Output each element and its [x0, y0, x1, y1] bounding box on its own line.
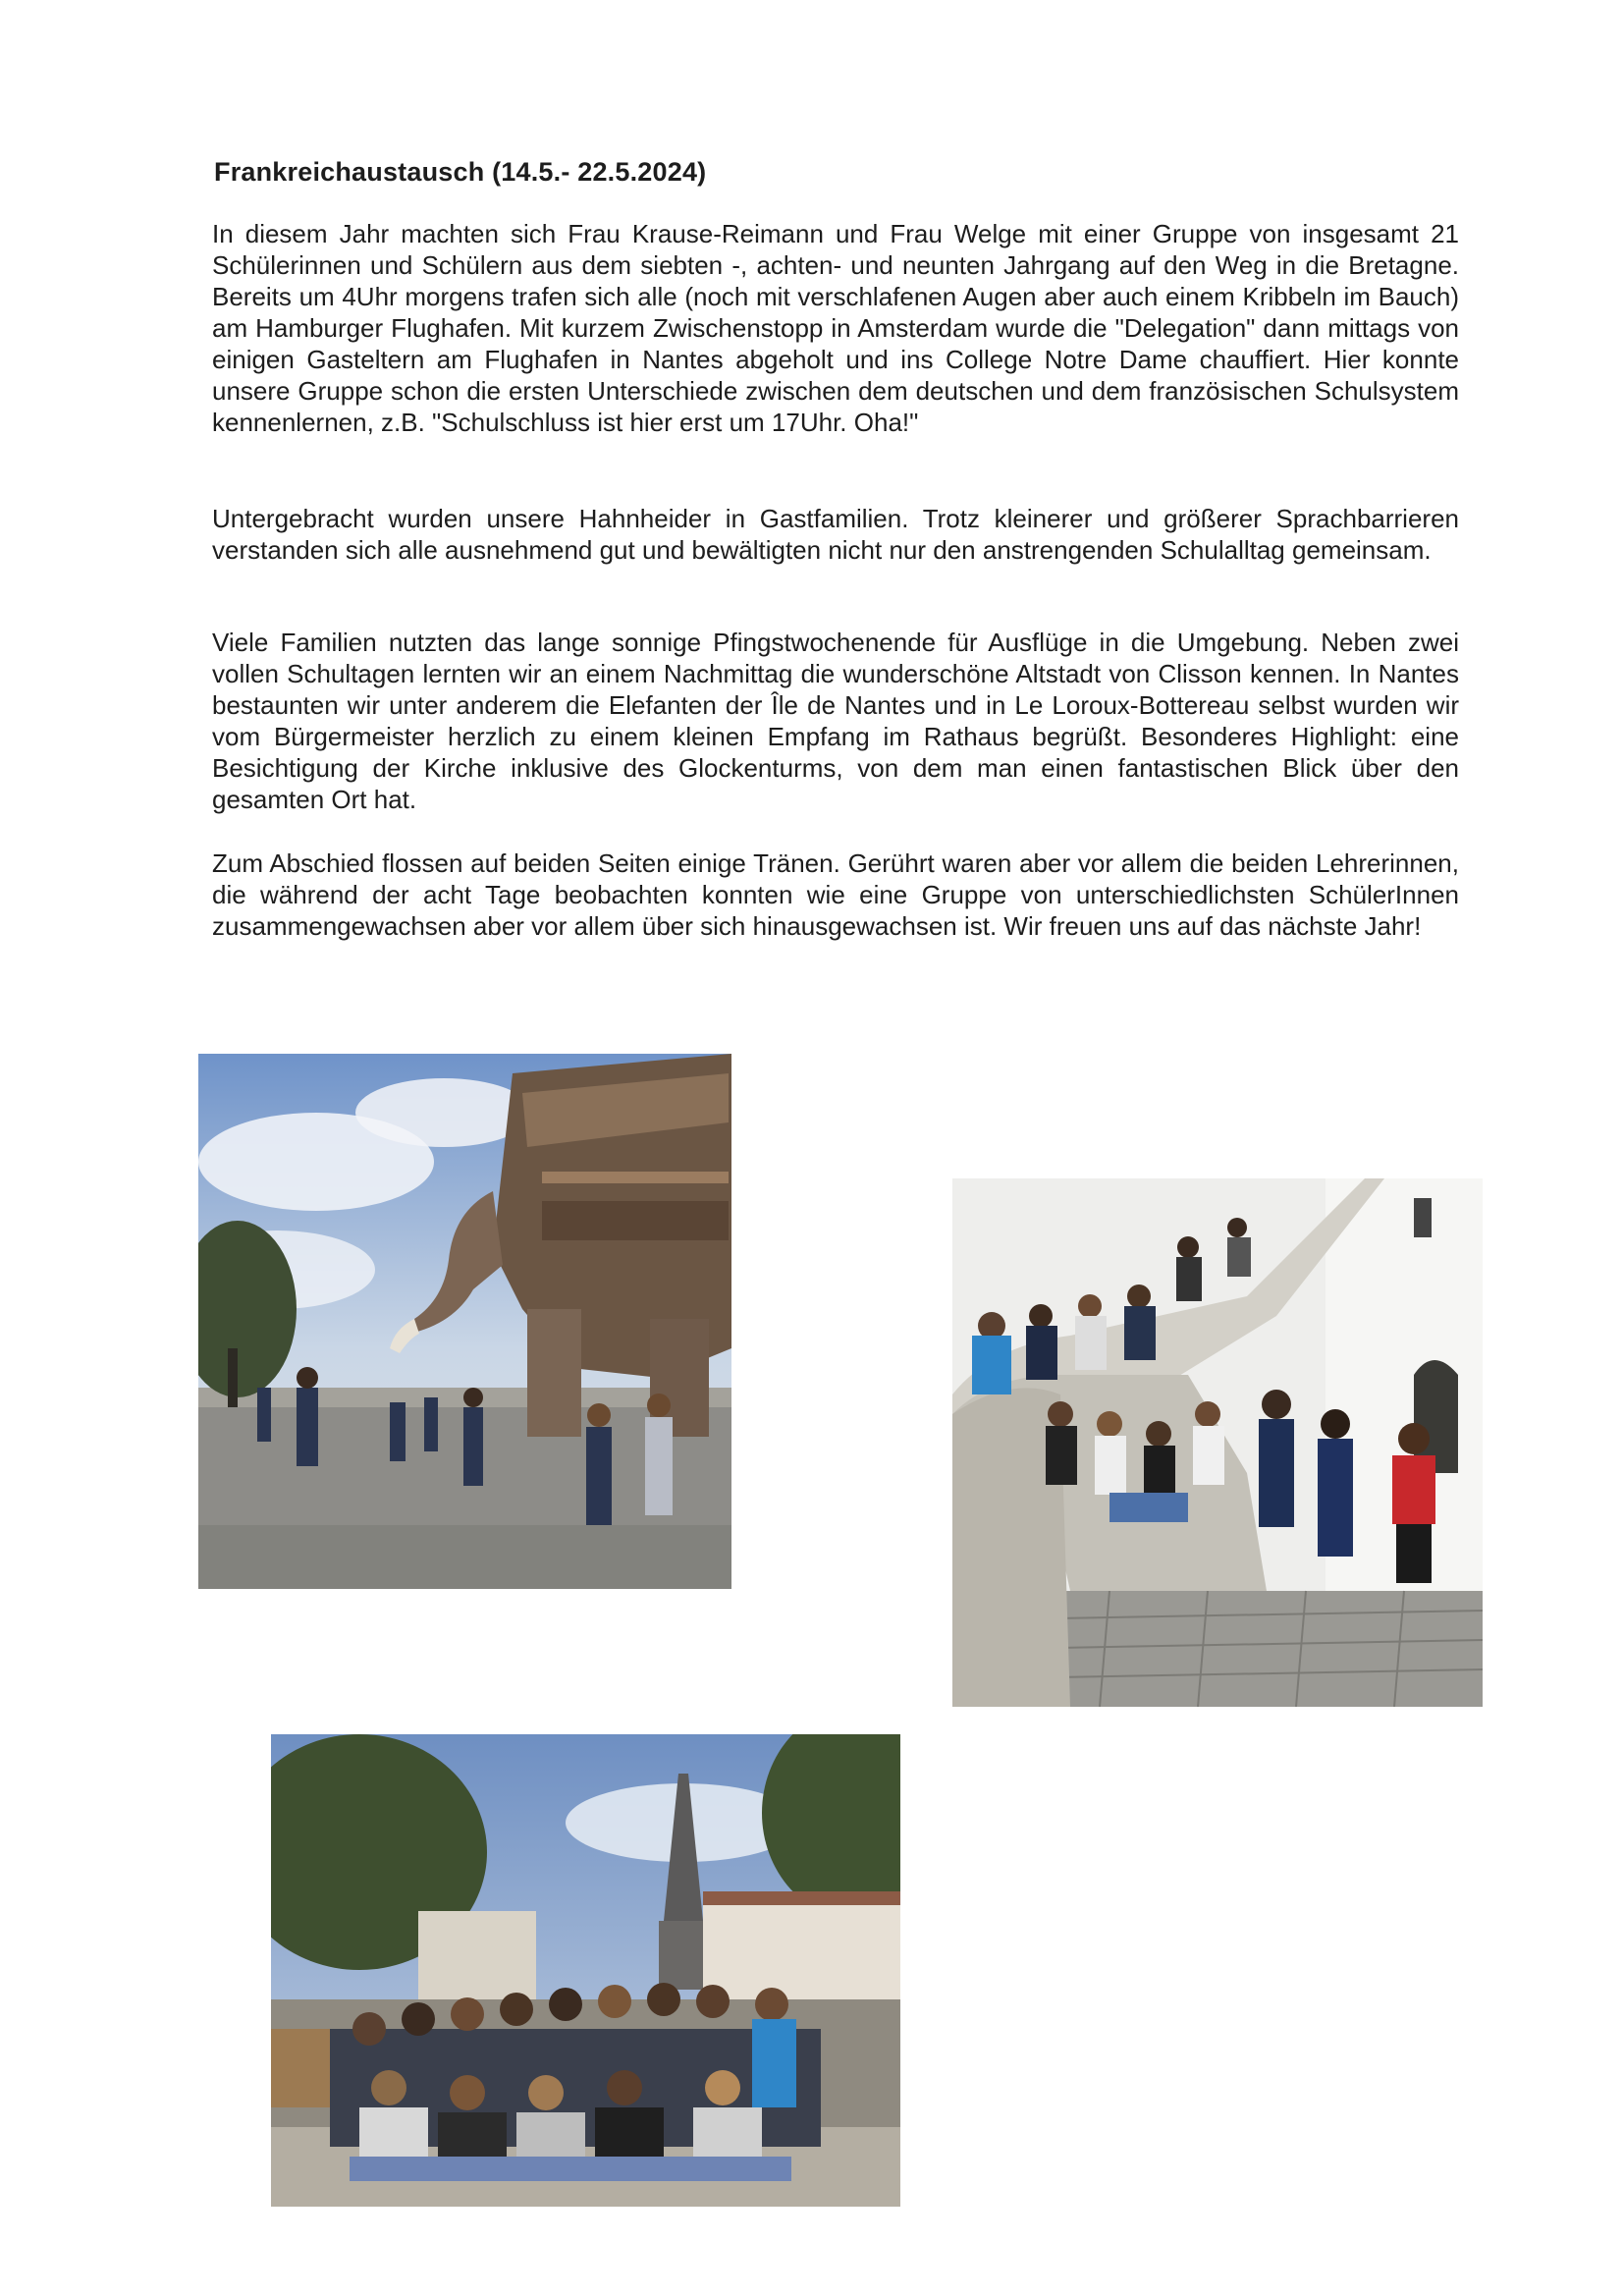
paragraph-farewell: Zum Abschied flossen auf beiden Seiten einige Tränen. Gerührt waren aber vor allem die beiden Lehrerinnen, die während der acht Tage beobachten konnten wie eine Gruppe von unterschiedlichsten SchülerInnen zusammengewachsen aber vor allem über sich hinausgewachsen ist. Wir freuen uns auf das nächste Jahr!: [212, 848, 1459, 941]
document-title: Frankreichaustausch (14.5.- 22.5.2024): [214, 157, 707, 187]
photo-group-on-stairs: [952, 1178, 1483, 1707]
paragraph-host-families: Untergebracht wurden unsere Hahnheider in Gastfamilien. Trotz kleinerer und größerer Sprachbarrieren verstanden sich alle ausnehmend gut und bewältigten nicht nur den anstrengenden Schulalltag gemeinsam.: [212, 504, 1459, 565]
paragraph-intro: In diesem Jahr machten sich Frau Krause-Reimann und Frau Welge mit einer Gruppe von insgesamt 21 Schülerinnen und Schülern aus dem siebten -, achten- und neunten Jahrgang auf den Weg in die Bretagne. Bereits um 4Uhr morgens trafen sich alle (noch mit verschlafenen Augen aber auch einem Kribbeln im Bauch) am Hamburger Flughafen. Mit kurzem Zwischenstopp in Amsterdam wurde die "Delegation" dann mittags von einigen Gasteltern am Flughafen in Nantes abgeholt und ins College Notre Dame chauffiert. Hier konnte unsere Gruppe schon die ersten Unterschiede zwischen dem deutschen und dem französischen Schulsystem kennenlernen, z.B. "Schulschluss ist hier erst um 17Uhr. Oha!": [212, 219, 1459, 437]
paragraph-excursions: Viele Familien nutzten das lange sonnige Pfingstwochenende für Ausflüge in die Umgebung. Neben zwei vollen Schultagen lernten wir an einem Nachmittag die wunderschöne Altstadt von Clisson kennen. In Nantes bestaunten wir unter anderem die Elefanten der Île de Nantes und in Le Loroux-Bottereau selbst wurden wir vom Bürgermeister herzlich zu einem kleinen Empfang im Rathaus begrüßt. Besonderes Highlight: eine Besichtigung der Kirche inklusive des Glockenturms, von dem man einen fantastischen Blick über den gesamten Ort hat.: [212, 628, 1459, 814]
photo-group-church-square: [271, 1734, 900, 2207]
photo-elephant-nantes: [198, 1054, 731, 1589]
